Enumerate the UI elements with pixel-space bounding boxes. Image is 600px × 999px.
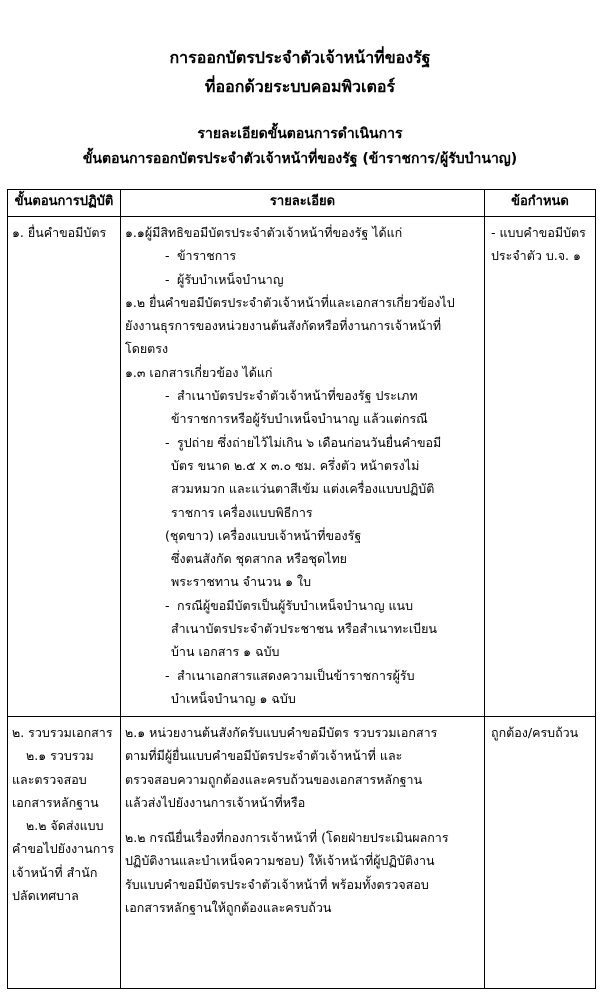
- section-subtitle-line1: รายละเอียดขั้นตอนการดำเนินการ: [197, 126, 403, 142]
- requirement-text: - แบบคำขอมีบัตรประจำตัว บ.จ. ๑: [491, 225, 586, 264]
- section-subtitle-line2: ขั้นตอนการออกบัตรประจำตัวเจ้าหน้าที่ของรัฐ (ข้าราชการ/ผู้รับบำนาญ): [82, 151, 518, 167]
- detail-line: บัตร ขนาด ๒.๕ x ๓.๐ ซม. ครึ่งตัว หน้าตรงไม่: [171, 457, 420, 473]
- detail-line: โดยตรง: [125, 341, 169, 357]
- document-title-line1: การออกบัตรประจำตัวเจ้าหน้าที่ของรัฐ: [169, 48, 431, 67]
- requirement-text: ถูกต้อง/ครบถ้วน: [491, 725, 579, 740]
- detail-line: พระราชทาน จำนวน ๑ ใบ: [171, 574, 312, 590]
- bullet-text: กรณีผู้ขอมีบัตรเป็นผู้รับบำเหน็จบำนาญ แนบ: [177, 597, 413, 613]
- detail-bullet: - สำเนาเอกสารแสดงความเป็นข้าราชการผู้รับ: [165, 667, 415, 683]
- header-detail: รายละเอียด: [121, 190, 485, 217]
- step-label: ปลัดเทศบาล: [12, 888, 79, 904]
- detail-bullet: - ผู้รับบำเหน็จบำนาญ: [165, 271, 284, 287]
- step-cell: [8, 717, 121, 989]
- bullet-text: ข้าราชการ: [177, 248, 237, 264]
- table-header-row: [8, 190, 596, 217]
- detail-line: ราชการ เครื่องแบบพิธีการ: [171, 504, 313, 520]
- detail-line: ๒.๒ กรณียื่นเรื่องที่กองการเจ้าหน้าที่ (โดยฝ่ายประเมินผลการ: [125, 830, 449, 846]
- step-label: ๒. รวบรวมเอกสาร: [12, 725, 113, 740]
- step-cell: [8, 217, 121, 717]
- step-label: คำขอไปยังงานการ: [12, 841, 115, 857]
- detail-line: ตามที่มีผู้ยื่นแบบคำขอมีบัตรประจำตัวเจ้าหน้าที่ และ: [125, 748, 403, 764]
- detail-line: ๑.๓ เอกสารเกี่ยวข้อง ได้แก่: [125, 364, 273, 380]
- detail-line: ข้าราชการหรือผู้รับบำเหน็จบำนาญ แล้วแต่กรณี: [171, 411, 428, 427]
- detail-line: ปฏิบัติงานและบำเหน็จความชอบ) ให้เจ้าหน้าที่ผู้ปฏิบัติงาน: [125, 853, 435, 869]
- detail-line: บ้าน เอกสาร ๑ ฉบับ: [171, 644, 280, 660]
- detail-line: สำเนาบัตรประจำตัวประชาชน หรือสำเนาทะเบียน: [171, 621, 437, 637]
- procedure-table: [7, 189, 596, 989]
- document-title-line2: ที่ออกด้วยระบบคอมพิวเตอร์: [204, 77, 396, 96]
- detail-cell: [121, 217, 485, 717]
- detail-line: ๑.๑ผู้มีสิทธิขอมีบัตรประจำตัวเจ้าหน้าที่ของรัฐ ได้แก่: [125, 225, 403, 240]
- detail-bullet: - รูปถ่าย ซึ่งถ่ายไว้ไม่เกิน ๖ เดือนก่อนวันยื่นคำขอมี: [165, 434, 442, 450]
- header-step: ขั้นตอนการปฏิบัติ: [8, 190, 121, 217]
- detail-line: ซึ่งตนสังกัด ชุดสากล หรือชุดไทย: [171, 551, 348, 567]
- table-row: [8, 717, 596, 989]
- detail-cell: [121, 717, 485, 989]
- bullet-text: ผู้รับบำเหน็จบำนาญ: [177, 271, 284, 287]
- step-label: ๑. ยื่นคำขอมีบัตร: [12, 225, 107, 240]
- requirement-cell: [485, 217, 596, 717]
- table-row: [8, 217, 596, 717]
- detail-line: แล้วส่งไปยังงานการเจ้าหน้าที่หรือ: [125, 794, 306, 810]
- detail-line: บำเหน็จบำนาญ ๑ ฉบับ: [171, 690, 296, 706]
- requirement-cell: [485, 717, 596, 989]
- detail-line: ยังงานธุรการของหน่วยงานต้นสังกัดหรือที่งานการเจ้าหน้าที่: [125, 318, 442, 334]
- step-label: ๒.๑ รวบรวม: [26, 748, 94, 764]
- detail-line: สวมหมวก และแว่นตาสีเข้ม แต่งเครื่องแบบปฏิบัติ: [171, 481, 435, 497]
- step-label: เจ้าหน้าที่ สำนัก: [12, 864, 98, 880]
- bullet-text: สำเนาเอกสารแสดงความเป็นข้าราชการผู้รับ: [177, 667, 415, 683]
- bullet-text: รูปถ่าย ซึ่งถ่ายไว้ไม่เกิน ๖ เดือนก่อนวันยื่นคำขอมี: [177, 434, 442, 450]
- step-label: ๒.๒ จัดส่งแบบ: [26, 818, 104, 834]
- detail-line: เอกสารหลักฐานให้ถูกต้องและครบถ้วน: [125, 900, 332, 916]
- step-label: และตรวจสอบ: [12, 771, 87, 787]
- detail-line: (ชุดขาว) เครื่องแบบเจ้าหน้าที่ของรัฐ: [165, 527, 362, 543]
- detail-bullet: - กรณีผู้ขอมีบัตรเป็นผู้รับบำเหน็จบำนาญ แนบ: [165, 597, 413, 613]
- header-requirement: ข้อกำหนด: [485, 190, 596, 217]
- detail-line: ๒.๑ หน่วยงานต้นสังกัดรับแบบคำขอมีบัตร รวบรวมเอกสาร: [125, 725, 438, 740]
- detail-line: ตรวจสอบความถูกต้องและครบถ้วนของเอกสารหลักฐาน: [125, 771, 423, 787]
- detail-line: รับแบบคำขอมีบัตรประจำตัวเจ้าหน้าที่ พร้อมทั้งตรวจสอบ: [125, 876, 429, 892]
- detail-bullet: - ข้าราชการ: [165, 248, 237, 264]
- detail-line: ๑.๒ ยื่นคำขอมีบัตรประจำตัวเจ้าหน้าที่และเอกสารเกี่ยวข้องไป: [125, 294, 455, 310]
- detail-bullet: - สำเนาบัตรประจำตัวเจ้าหน้าที่ของรัฐ ประเภท: [165, 388, 418, 404]
- bullet-text: สำเนาบัตรประจำตัวเจ้าหน้าที่ของรัฐ ประเภท: [177, 388, 418, 404]
- step-label: เอกสารหลักฐาน: [12, 794, 99, 810]
